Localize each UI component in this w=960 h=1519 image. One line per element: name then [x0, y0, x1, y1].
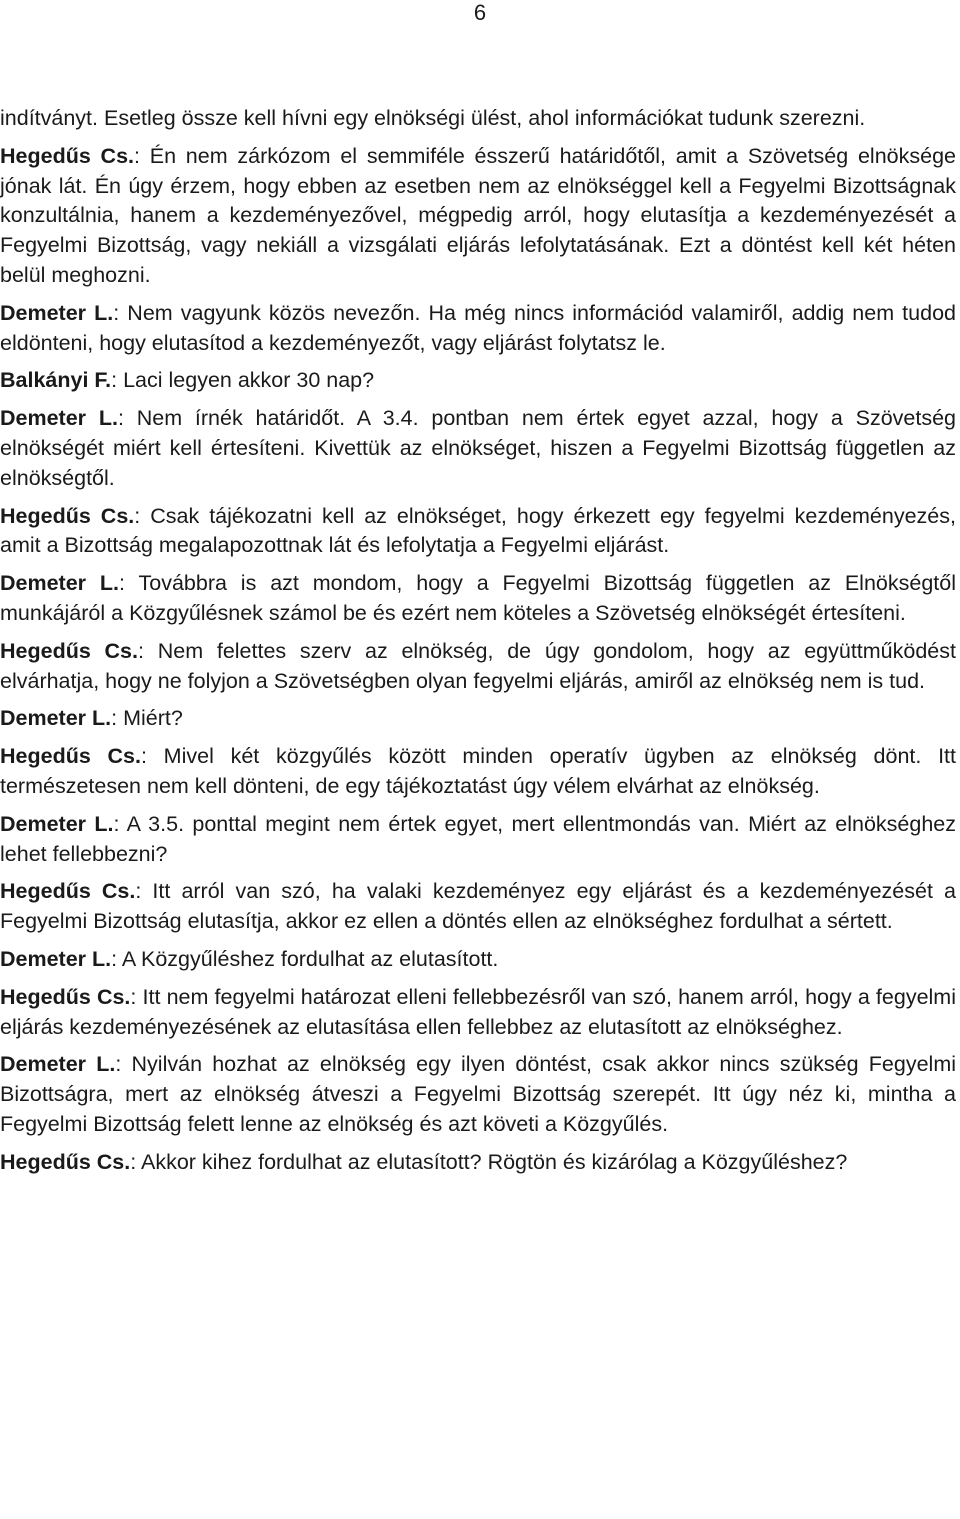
speaker-name: Demeter L.: [0, 1052, 116, 1077]
paragraph: [0, 877, 956, 937]
paragraph-text: : Miért?: [111, 706, 183, 731]
paragraph: [0, 142, 956, 291]
speaker-name: Demeter L.: [0, 300, 114, 325]
speaker-name: Hegedűs Cs.: [0, 984, 131, 1009]
speaker-name: Hegedűs Cs.: [0, 143, 135, 168]
speaker-name: Hegedűs Cs.: [0, 1149, 131, 1174]
paragraph: [0, 104, 956, 134]
paragraph: [0, 366, 956, 396]
paragraph-text: : Mivel két közgyűlés között minden operatív ügyben az elnökség dönt. Itt természetesen nem kell dönteni, de egy tájékoztatást úgy vélem elvárhat az elnökség.: [0, 744, 956, 798]
paragraph: [0, 569, 956, 629]
paragraph-text: : Én nem zárkózom el semmiféle ésszerű határidőtől, amit a Szövetség elnöksége jónak lát. Én úgy érzem, hogy ebben az esetben nem az elnökséggel kell a Fegyelmi Bizottságnak konzultálnia, hanem a kezdeményezővel, mégpedig arról, hogy elutasítja a kezdeményezését a Fegyelmi Bizottság, vagy nekiáll a vizsgálati eljárás lefolytatásának. Ezt a döntést kell két héten belül meghozni.: [0, 143, 956, 287]
speaker-name: Balkányi F.: [0, 368, 112, 393]
speaker-name: Demeter L.: [0, 706, 112, 731]
paragraph-text: : Továbbra is azt mondom, hogy a Fegyelmi Bizottság független az Elnökségtől munkájáról a Közgyűlésnek számol be és ezért nem köteles a Szövetség elnökségét értesíteni.: [0, 571, 956, 625]
paragraph-text: : Csak tájékozatni kell az elnökséget, hogy érkezett egy fegyelmi kezdeményezés, amit a Bizottság megalapozottnak lát és lefolytatja a Fegyelmi eljárást.: [0, 503, 956, 558]
speaker-name: Demeter L.: [0, 811, 114, 836]
paragraph-text: : Itt arról van szó, ha valaki kezdeményez egy eljárást és a kezdeményezését a Fegyelmi Bizottság elutasítja, akkor ez ellen a döntés ellen az elnökséghez fordulhat a sértett.: [0, 879, 957, 934]
paragraph-text: : Nem írnék határidőt. A 3.4. pontban nem értek egyet azzal, hogy a Szövetség elnökségét miért kell értesíteni. Kivettük az elnökséget, hiszen a Fegyelmi Bizottság független az elnökségtől.: [0, 406, 956, 490]
paragraph-text: : Nyilván hozhat az elnökség egy ilyen döntést, csak akkor nincs szükség Fegyelmi Bizottságra, mert az elnökség átveszi a Fegyelmi Bizottság szerepét. Itt úgy néz ki, mintha a Fegyelmi Bizottság felett lenne az elnökség és azt követi a Közgyűlés.: [0, 1052, 957, 1136]
paragraph: [0, 704, 956, 734]
paragraph-text: : Akkor kihez fordulhat az elutasított? Rögtön és kizárólag a Közgyűléshez?: [130, 1149, 848, 1174]
paragraph-text: indítványt. Esetleg össze kell hívni egy elnökségi ülést, ahol információkat tudunk szerezni.: [0, 106, 866, 130]
paragraph-text: : A 3.5. ponttal megint nem értek egyet, mert ellentmondás van. Miért az elnökséghez lehet fellebbezni?: [0, 811, 957, 866]
paragraph: [0, 983, 956, 1043]
paragraph: [0, 502, 956, 562]
speaker-name: Demeter L.: [0, 406, 118, 431]
paragraph: [0, 742, 956, 802]
speaker-name: Hegedűs Cs.: [0, 879, 136, 904]
paragraph: [0, 1050, 956, 1139]
paragraph-text: : Nem vagyunk közös nevezőn. Ha még nincs információd valamiről, addig nem tudod eldönteni, hogy elutasítod a kezdeményezőt, vagy eljárást folytatsz le.: [0, 300, 956, 355]
speaker-name: Demeter L.: [0, 946, 112, 971]
paragraph: [0, 637, 956, 697]
speaker-name: Demeter L.: [0, 571, 120, 596]
paragraph-text: : A Közgyűléshez fordulhat az elutasított.: [111, 946, 499, 971]
paragraph: [0, 945, 956, 975]
paragraph-text: : Itt nem fegyelmi határozat elleni fellebbezésről van szó, hanem arról, hogy a fegyelmi eljárás kezdeményezésének az elutasítása ellen fellebbez az elutasított az elnökséghez.: [0, 984, 956, 1039]
paragraph-text: : Nem felettes szerv az elnökség, de úgy gondolom, hogy az együttműködést elvárhatja, hogy ne folyjon a Szövetségben olyan fegyelmi eljárás, amiről az elnökség nem is tud.: [0, 638, 956, 693]
speaker-name: Hegedűs Cs.: [0, 744, 141, 769]
paragraph: [0, 404, 956, 493]
paragraph: [0, 1148, 956, 1178]
speaker-name: Hegedűs Cs.: [0, 638, 138, 663]
speaker-name: Hegedűs Cs.: [0, 503, 135, 528]
paragraph: [0, 810, 956, 870]
page-number: 6: [473, 0, 487, 25]
document-body: [0, 104, 956, 1186]
paragraph-text: : Laci legyen akkor 30 nap?: [111, 368, 375, 393]
paragraph: [0, 299, 956, 359]
